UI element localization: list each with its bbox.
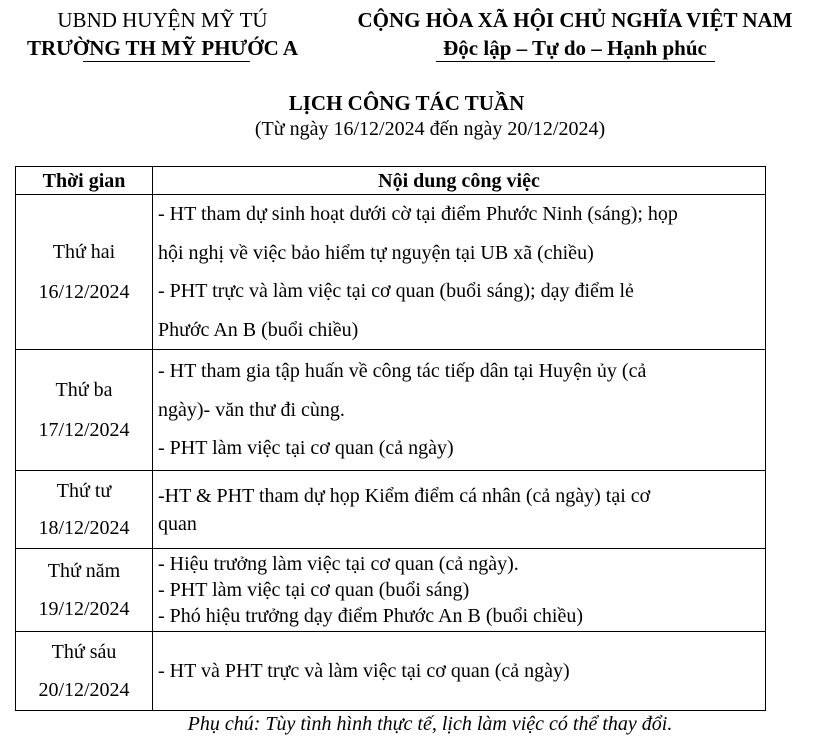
day-name: Thứ ba — [55, 379, 113, 401]
document-title: LỊCH CÔNG TÁC TUẦN — [288, 91, 525, 115]
content-line: -HT & PHT tham dự họp Kiểm điểm cá nhân (cả ngày) tại cơ — [158, 484, 651, 507]
content-cell — [153, 549, 766, 632]
day-name: Thứ hai — [52, 241, 116, 263]
day-date: 16/12/2024 — [38, 281, 130, 303]
content-line: Phước An B (buổi chiều) — [158, 318, 359, 341]
header-content: Nội dung công việc — [153, 167, 766, 195]
time-cell — [16, 350, 153, 471]
content-line: - Phó hiệu trưởng dạy điểm Phước An B (buổi chiều) — [158, 605, 583, 627]
time-cell — [16, 549, 153, 632]
content-line: - PHT trực và làm việc tại cơ quan (buổi sáng); dạy điểm lẻ — [158, 280, 634, 302]
school-name-underline — [83, 61, 250, 62]
schedule-table — [15, 166, 766, 711]
table-row — [16, 549, 766, 632]
content-cell — [153, 632, 766, 711]
content-line: - Hiệu trưởng làm việc tại cơ quan (cả ngày). — [158, 553, 519, 575]
table-row — [16, 350, 766, 471]
content-line: quan — [158, 512, 197, 535]
table-header-row — [16, 167, 766, 195]
table-row — [16, 471, 766, 549]
content-line: - HT tham gia tập huấn về công tác tiếp dân tại Huyện ủy (cả — [158, 360, 647, 383]
content-cell — [153, 350, 766, 471]
footnote: Phụ chú: Tùy tình hình thực tế, lịch làm việc có thể thay đổi. — [187, 713, 673, 735]
time-cell — [16, 632, 153, 711]
header-time: Thời gian — [16, 167, 153, 195]
content-line: - PHT làm việc tại cơ quan (cả ngày) — [158, 437, 454, 460]
table-row — [16, 632, 766, 711]
day-name: Thứ sáu — [51, 641, 117, 663]
content-line: - HT và PHT trực và làm việc tại cơ quan (cả ngày) — [158, 660, 570, 682]
content-cell — [153, 195, 766, 350]
time-cell — [16, 471, 153, 549]
day-name: Thứ năm — [47, 560, 121, 582]
day-name: Thứ tư — [56, 479, 112, 502]
country-name: CỘNG HÒA XÃ HỘI CHỦ NGHĨA VIỆT NAM — [357, 8, 793, 32]
district-name: UBND HUYỆN MỸ TÚ — [57, 8, 268, 32]
date-range: (Từ ngày 16/12/2024 đến ngày 20/12/2024) — [254, 118, 606, 140]
content-line: - PHT làm việc tại cơ quan (buổi sáng) — [158, 579, 470, 601]
content-line: ngày)- văn thư đi cùng. — [158, 398, 345, 421]
day-date: 19/12/2024 — [38, 598, 130, 620]
school-name: TRƯỜNG TH MỸ PHƯỚC A — [26, 36, 299, 60]
table-row — [16, 195, 766, 350]
content-cell — [153, 471, 766, 549]
content-line: - HT tham dự sinh hoạt dưới cờ tại điểm Phước Ninh (sáng); họp — [158, 203, 678, 225]
day-date: 17/12/2024 — [38, 419, 130, 441]
national-motto: Độc lập – Tự do – Hạnh phúc — [443, 36, 707, 60]
header-left — [0, 6, 325, 62]
day-date: 20/12/2024 — [38, 679, 130, 701]
time-cell — [16, 195, 153, 350]
day-date: 18/12/2024 — [38, 516, 130, 539]
content-line: hội nghị về việc bảo hiểm tự nguyện tại UB xã (chiều) — [158, 241, 594, 264]
header-right — [330, 6, 813, 62]
motto-underline — [436, 61, 715, 62]
